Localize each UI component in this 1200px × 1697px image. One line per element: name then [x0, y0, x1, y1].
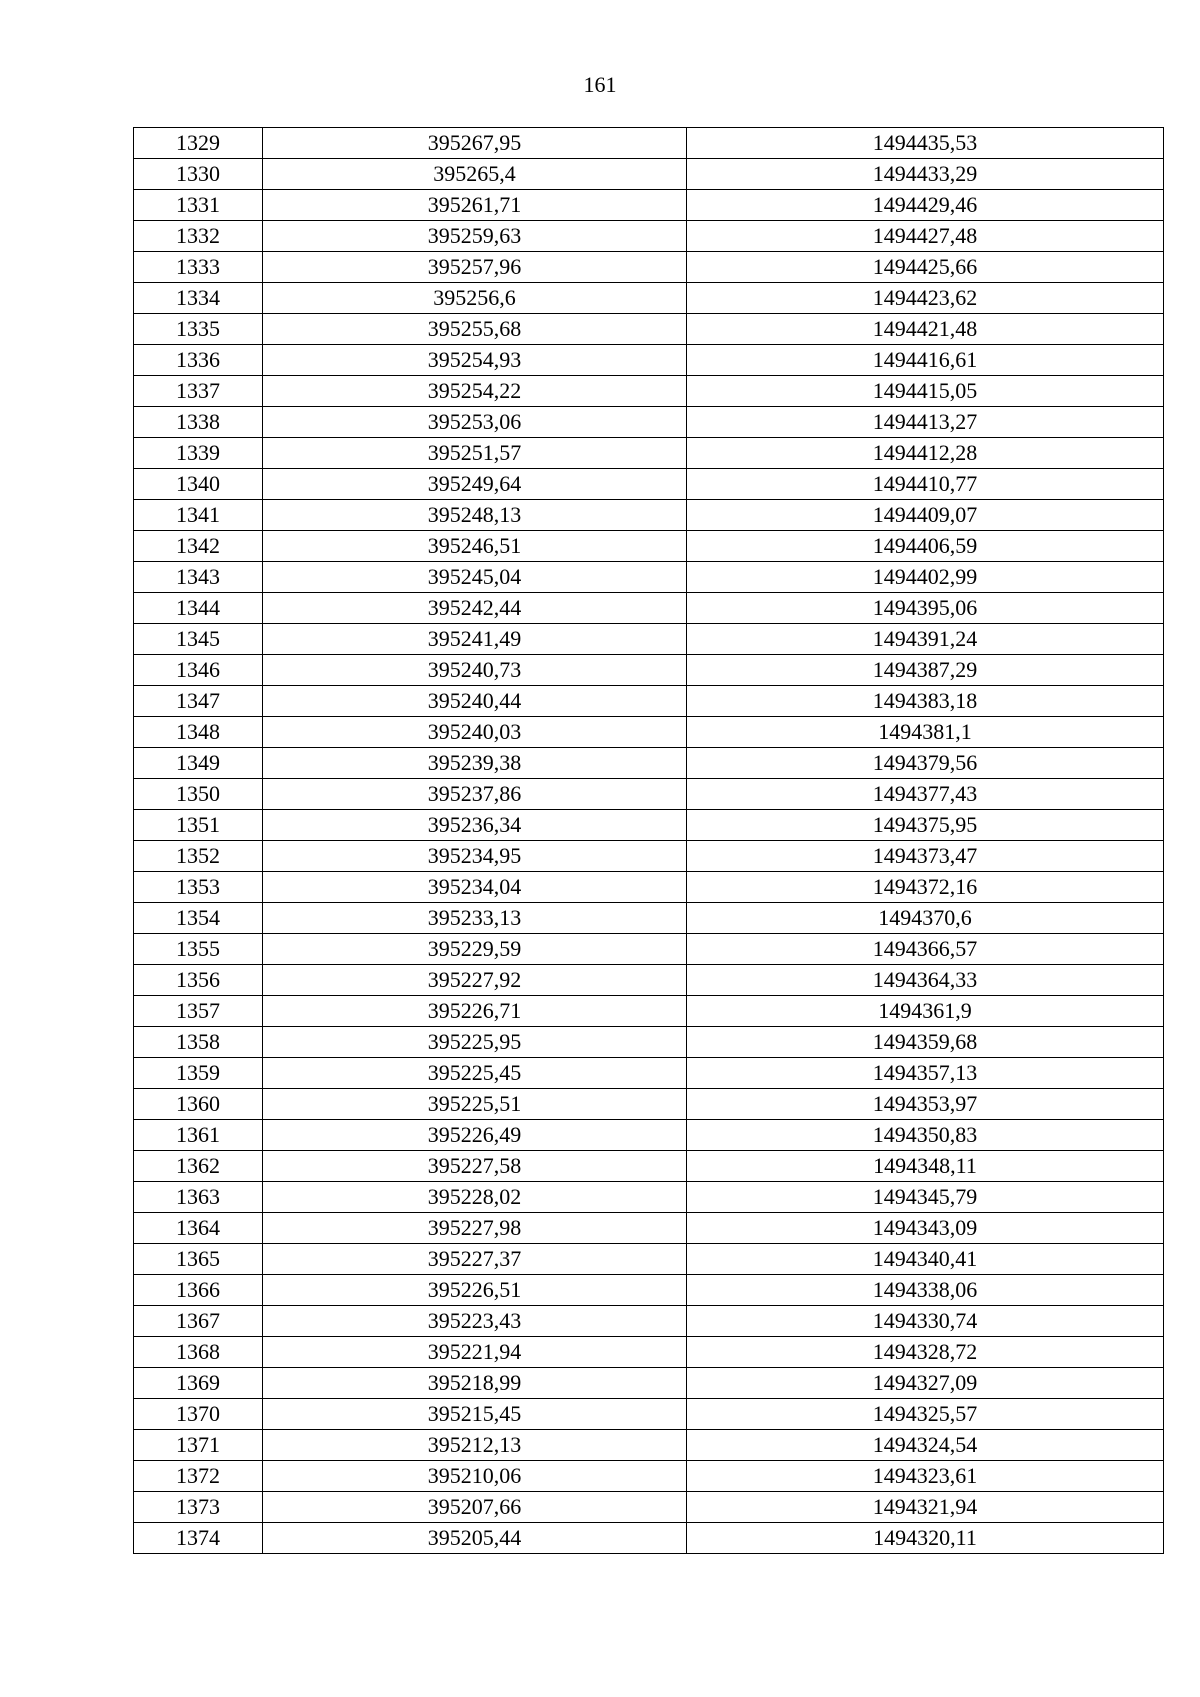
- y-coordinate-cell: 1494320,11: [687, 1523, 1164, 1554]
- x-coordinate-cell: 395265,4: [263, 159, 687, 190]
- y-coordinate-cell: 1494402,99: [687, 562, 1164, 593]
- point-number-cell: 1372: [134, 1461, 263, 1492]
- point-number-cell: 1340: [134, 469, 263, 500]
- point-number-cell: 1359: [134, 1058, 263, 1089]
- x-coordinate-cell: 395254,22: [263, 376, 687, 407]
- point-number-cell: 1373: [134, 1492, 263, 1523]
- table-row: [134, 1213, 1164, 1244]
- x-coordinate-cell: 395227,58: [263, 1151, 687, 1182]
- point-number-cell: 1338: [134, 407, 263, 438]
- point-number-cell: 1348: [134, 717, 263, 748]
- point-number-cell: 1355: [134, 934, 263, 965]
- table-row: [134, 810, 1164, 841]
- point-number-cell: 1364: [134, 1213, 263, 1244]
- x-coordinate-cell: 395253,06: [263, 407, 687, 438]
- table-row: [134, 252, 1164, 283]
- x-coordinate-cell: 395234,04: [263, 872, 687, 903]
- table-row: [134, 221, 1164, 252]
- y-coordinate-cell: 1494348,11: [687, 1151, 1164, 1182]
- x-coordinate-cell: 395223,43: [263, 1306, 687, 1337]
- x-coordinate-cell: 395248,13: [263, 500, 687, 531]
- table-row: [134, 841, 1164, 872]
- y-coordinate-cell: 1494372,16: [687, 872, 1164, 903]
- coordinates-table: [133, 127, 1164, 1554]
- x-coordinate-cell: 395240,44: [263, 686, 687, 717]
- table-row: [134, 345, 1164, 376]
- point-number-cell: 1362: [134, 1151, 263, 1182]
- y-coordinate-cell: 1494330,74: [687, 1306, 1164, 1337]
- point-number-cell: 1334: [134, 283, 263, 314]
- point-number-cell: 1339: [134, 438, 263, 469]
- point-number-cell: 1356: [134, 965, 263, 996]
- table-row: [134, 407, 1164, 438]
- point-number-cell: 1342: [134, 531, 263, 562]
- x-coordinate-cell: 395225,45: [263, 1058, 687, 1089]
- point-number-cell: 1349: [134, 748, 263, 779]
- table-row: [134, 128, 1164, 159]
- table-row: [134, 531, 1164, 562]
- y-coordinate-cell: 1494410,77: [687, 469, 1164, 500]
- point-number-cell: 1369: [134, 1368, 263, 1399]
- point-number-cell: 1330: [134, 159, 263, 190]
- x-coordinate-cell: 395227,98: [263, 1213, 687, 1244]
- point-number-cell: 1358: [134, 1027, 263, 1058]
- y-coordinate-cell: 1494370,6: [687, 903, 1164, 934]
- y-coordinate-cell: 1494379,56: [687, 748, 1164, 779]
- point-number-cell: 1343: [134, 562, 263, 593]
- y-coordinate-cell: 1494427,48: [687, 221, 1164, 252]
- table-row: [134, 717, 1164, 748]
- table-row: [134, 965, 1164, 996]
- x-coordinate-cell: 395240,73: [263, 655, 687, 686]
- table-row: [134, 593, 1164, 624]
- y-coordinate-cell: 1494323,61: [687, 1461, 1164, 1492]
- x-coordinate-cell: 395239,38: [263, 748, 687, 779]
- table-row: [134, 1275, 1164, 1306]
- y-coordinate-cell: 1494429,46: [687, 190, 1164, 221]
- y-coordinate-cell: 1494325,57: [687, 1399, 1164, 1430]
- x-coordinate-cell: 395225,51: [263, 1089, 687, 1120]
- y-coordinate-cell: 1494328,72: [687, 1337, 1164, 1368]
- y-coordinate-cell: 1494391,24: [687, 624, 1164, 655]
- table-row: [134, 1337, 1164, 1368]
- table-row: [134, 1120, 1164, 1151]
- table-row: [134, 1027, 1164, 1058]
- y-coordinate-cell: 1494412,28: [687, 438, 1164, 469]
- table-row: [134, 376, 1164, 407]
- x-coordinate-cell: 395237,86: [263, 779, 687, 810]
- y-coordinate-cell: 1494324,54: [687, 1430, 1164, 1461]
- point-number-cell: 1352: [134, 841, 263, 872]
- table-row: [134, 1399, 1164, 1430]
- x-coordinate-cell: 395249,64: [263, 469, 687, 500]
- y-coordinate-cell: 1494373,47: [687, 841, 1164, 872]
- point-number-cell: 1351: [134, 810, 263, 841]
- point-number-cell: 1365: [134, 1244, 263, 1275]
- x-coordinate-cell: 395228,02: [263, 1182, 687, 1213]
- y-coordinate-cell: 1494359,68: [687, 1027, 1164, 1058]
- y-coordinate-cell: 1494433,29: [687, 159, 1164, 190]
- y-coordinate-cell: 1494423,62: [687, 283, 1164, 314]
- x-coordinate-cell: 395234,95: [263, 841, 687, 872]
- table-row: [134, 314, 1164, 345]
- point-number-cell: 1350: [134, 779, 263, 810]
- y-coordinate-cell: 1494421,48: [687, 314, 1164, 345]
- x-coordinate-cell: 395226,51: [263, 1275, 687, 1306]
- y-coordinate-cell: 1494366,57: [687, 934, 1164, 965]
- table-row: [134, 1151, 1164, 1182]
- y-coordinate-cell: 1494413,27: [687, 407, 1164, 438]
- y-coordinate-cell: 1494416,61: [687, 345, 1164, 376]
- x-coordinate-cell: 395227,92: [263, 965, 687, 996]
- x-coordinate-cell: 395261,71: [263, 190, 687, 221]
- table-row: [134, 438, 1164, 469]
- table-row: [134, 686, 1164, 717]
- point-number-cell: 1332: [134, 221, 263, 252]
- x-coordinate-cell: 395267,95: [263, 128, 687, 159]
- y-coordinate-cell: 1494406,59: [687, 531, 1164, 562]
- point-number-cell: 1363: [134, 1182, 263, 1213]
- table-row: [134, 872, 1164, 903]
- x-coordinate-cell: 395241,49: [263, 624, 687, 655]
- point-number-cell: 1331: [134, 190, 263, 221]
- x-coordinate-cell: 395259,63: [263, 221, 687, 252]
- table-row: [134, 779, 1164, 810]
- point-number-cell: 1346: [134, 655, 263, 686]
- table-row: [134, 283, 1164, 314]
- table-row: [134, 655, 1164, 686]
- table-row: [134, 996, 1164, 1027]
- y-coordinate-cell: 1494321,94: [687, 1492, 1164, 1523]
- point-number-cell: 1374: [134, 1523, 263, 1554]
- x-coordinate-cell: 395254,93: [263, 345, 687, 376]
- x-coordinate-cell: 395229,59: [263, 934, 687, 965]
- point-number-cell: 1341: [134, 500, 263, 531]
- table-body: [134, 128, 1164, 1554]
- table-row: [134, 1461, 1164, 1492]
- table-row: [134, 190, 1164, 221]
- y-coordinate-cell: 1494343,09: [687, 1213, 1164, 1244]
- y-coordinate-cell: 1494435,53: [687, 128, 1164, 159]
- point-number-cell: 1347: [134, 686, 263, 717]
- y-coordinate-cell: 1494415,05: [687, 376, 1164, 407]
- x-coordinate-cell: 395246,51: [263, 531, 687, 562]
- table-row: [134, 562, 1164, 593]
- table-row: [134, 1368, 1164, 1399]
- y-coordinate-cell: 1494387,29: [687, 655, 1164, 686]
- x-coordinate-cell: 395210,06: [263, 1461, 687, 1492]
- x-coordinate-cell: 395227,37: [263, 1244, 687, 1275]
- y-coordinate-cell: 1494361,9: [687, 996, 1164, 1027]
- table-row: [134, 1430, 1164, 1461]
- x-coordinate-cell: 395207,66: [263, 1492, 687, 1523]
- x-coordinate-cell: 395256,6: [263, 283, 687, 314]
- y-coordinate-cell: 1494357,13: [687, 1058, 1164, 1089]
- x-coordinate-cell: 395242,44: [263, 593, 687, 624]
- point-number-cell: 1329: [134, 128, 263, 159]
- y-coordinate-cell: 1494375,95: [687, 810, 1164, 841]
- y-coordinate-cell: 1494383,18: [687, 686, 1164, 717]
- point-number-cell: 1360: [134, 1089, 263, 1120]
- y-coordinate-cell: 1494425,66: [687, 252, 1164, 283]
- point-number-cell: 1370: [134, 1399, 263, 1430]
- point-number-cell: 1367: [134, 1306, 263, 1337]
- y-coordinate-cell: 1494345,79: [687, 1182, 1164, 1213]
- x-coordinate-cell: 395218,99: [263, 1368, 687, 1399]
- x-coordinate-cell: 395233,13: [263, 903, 687, 934]
- table-row: [134, 624, 1164, 655]
- x-coordinate-cell: 395226,71: [263, 996, 687, 1027]
- table-row: [134, 1492, 1164, 1523]
- table-row: [134, 748, 1164, 779]
- y-coordinate-cell: 1494350,83: [687, 1120, 1164, 1151]
- y-coordinate-cell: 1494377,43: [687, 779, 1164, 810]
- table-row: [134, 934, 1164, 965]
- point-number-cell: 1353: [134, 872, 263, 903]
- x-coordinate-cell: 395221,94: [263, 1337, 687, 1368]
- x-coordinate-cell: 395236,34: [263, 810, 687, 841]
- x-coordinate-cell: 395255,68: [263, 314, 687, 345]
- point-number-cell: 1366: [134, 1275, 263, 1306]
- y-coordinate-cell: 1494395,06: [687, 593, 1164, 624]
- x-coordinate-cell: 395251,57: [263, 438, 687, 469]
- table-row: [134, 500, 1164, 531]
- point-number-cell: 1361: [134, 1120, 263, 1151]
- x-coordinate-cell: 395226,49: [263, 1120, 687, 1151]
- point-number-cell: 1368: [134, 1337, 263, 1368]
- y-coordinate-cell: 1494364,33: [687, 965, 1164, 996]
- x-coordinate-cell: 395245,04: [263, 562, 687, 593]
- x-coordinate-cell: 395212,13: [263, 1430, 687, 1461]
- point-number-cell: 1337: [134, 376, 263, 407]
- table-row: [134, 469, 1164, 500]
- point-number-cell: 1345: [134, 624, 263, 655]
- y-coordinate-cell: 1494338,06: [687, 1275, 1164, 1306]
- x-coordinate-cell: 395205,44: [263, 1523, 687, 1554]
- x-coordinate-cell: 395215,45: [263, 1399, 687, 1430]
- table-row: [134, 1058, 1164, 1089]
- page-number: 161: [583, 72, 617, 97]
- point-number-cell: 1357: [134, 996, 263, 1027]
- table-row: [134, 159, 1164, 190]
- y-coordinate-cell: 1494340,41: [687, 1244, 1164, 1275]
- point-number-cell: 1335: [134, 314, 263, 345]
- table-row: [134, 903, 1164, 934]
- point-number-cell: 1354: [134, 903, 263, 934]
- table-row: [134, 1244, 1164, 1275]
- y-coordinate-cell: 1494409,07: [687, 500, 1164, 531]
- table-row: [134, 1306, 1164, 1337]
- y-coordinate-cell: 1494381,1: [687, 717, 1164, 748]
- x-coordinate-cell: 395240,03: [263, 717, 687, 748]
- x-coordinate-cell: 395225,95: [263, 1027, 687, 1058]
- point-number-cell: 1336: [134, 345, 263, 376]
- table-row: [134, 1182, 1164, 1213]
- point-number-cell: 1333: [134, 252, 263, 283]
- y-coordinate-cell: 1494327,09: [687, 1368, 1164, 1399]
- point-number-cell: 1344: [134, 593, 263, 624]
- y-coordinate-cell: 1494353,97: [687, 1089, 1164, 1120]
- table-row: [134, 1089, 1164, 1120]
- table-row: [134, 1523, 1164, 1554]
- point-number-cell: 1371: [134, 1430, 263, 1461]
- x-coordinate-cell: 395257,96: [263, 252, 687, 283]
